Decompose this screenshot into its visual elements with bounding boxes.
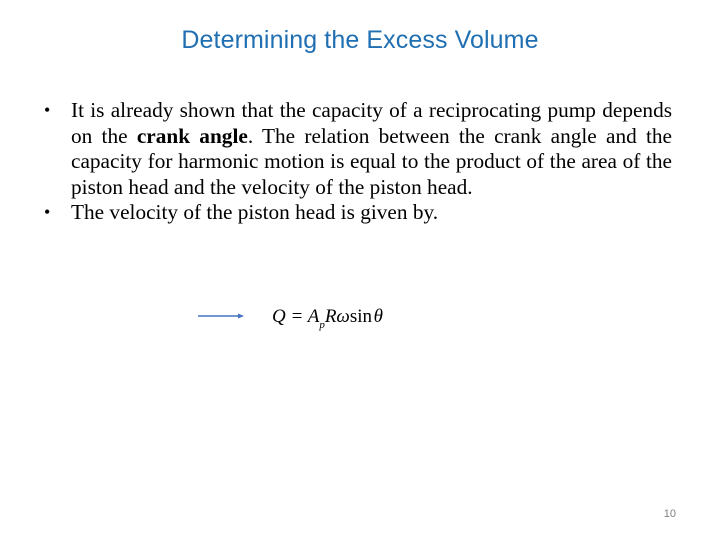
formula-lhs: Q = A xyxy=(272,306,320,327)
bullet-text-after: . The relation between the crank angle and the capacity for harmonic motion is equal to the product of the area of the piston head and the velocity of the piston head. xyxy=(71,123,673,199)
formula-function: sin xyxy=(349,306,373,327)
formula-subscript: p xyxy=(319,319,325,331)
bullet-text-before: It is already shown that the capacity of a reciprocating pump depends on the xyxy=(71,98,672,148)
velocity-formula xyxy=(272,306,383,331)
bullet-dot: • xyxy=(44,202,51,223)
bullet-list xyxy=(44,98,672,226)
bullet-item-capacity xyxy=(44,98,672,200)
right-arrow-icon xyxy=(198,311,244,321)
bullet-text: The velocity of the piston head is given by. xyxy=(71,200,439,225)
bullet-dot: • xyxy=(44,100,51,120)
bullet-bold-term: crank angle xyxy=(136,123,248,148)
page-number: 10 xyxy=(663,508,676,520)
slide-title: Determining the Excess Volume xyxy=(181,26,539,54)
formula-argument: θ xyxy=(373,306,383,327)
formula-rhs-main: Rω xyxy=(324,306,350,327)
bullet-item-velocity xyxy=(44,200,672,226)
